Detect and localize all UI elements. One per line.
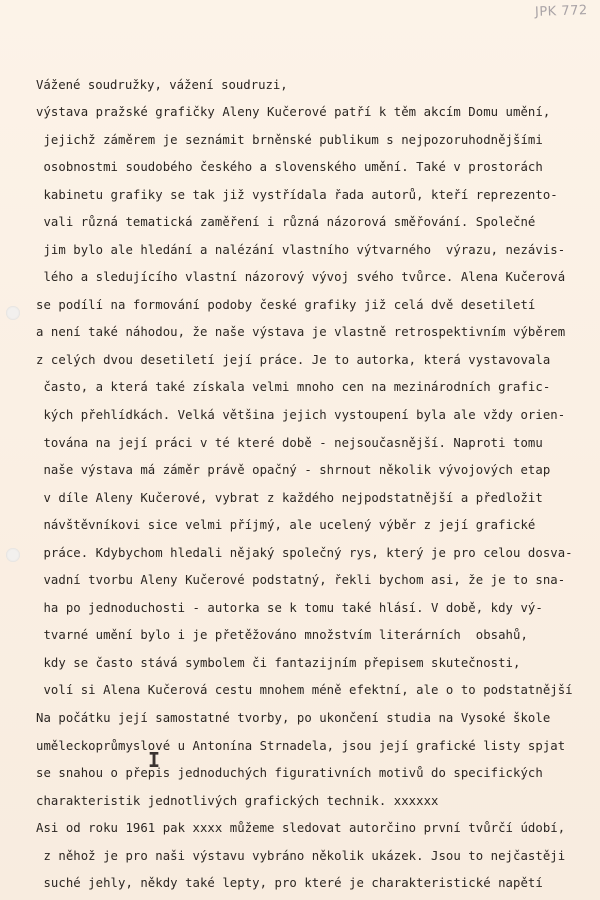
text-line: vali různá tematická zaměření i různá názorová směřování. Společné: [36, 215, 536, 230]
text-line: suché jehly, někdy také lepty, pro které je charakteristické napětí: [36, 876, 543, 891]
text-line: Asi od roku 1961 pak xxxx můžeme sledovat autorčino první tvůrčí údobí,: [36, 821, 566, 836]
text-line: jim bylo ale hledání a nalézání vlastního výtvarného výrazu, nezávis-: [36, 242, 566, 257]
text-line: vadní tvorbu Aleny Kučerové podstatný, řekli bychom asi, že je to sna-: [36, 573, 566, 588]
text-line: se podílí na formování podoby české grafiky již celá dvě desetiletí: [36, 297, 536, 312]
text-line: návštěvníkovi sice velmi příjmý, ale ucelený výběr z její grafické: [36, 518, 536, 533]
salutation: Vážené soudružky, vážení soudruzi,: [36, 78, 288, 92]
text-line: ha po jednoduchosti - autorka se k tomu také hlásí. V době, kdy vý-: [36, 600, 543, 615]
text-line: z něhož je pro naši výstavu vybráno několik ukázek. Jsou to nejčastěji: [36, 848, 566, 863]
text-line: jejichž záměrem je seznámit brněnské publikum s nejpozoruhodnějšími: [36, 132, 543, 147]
text-line: lého a sledujícího vlastní názorový vývoj svého tvůrce. Alena Kučerová: [36, 270, 566, 285]
text-line: osobnostmi soudobého českého a slovenského umění. Také v prostorách: [36, 160, 543, 175]
text-line: se snahou o přepis jednoduchých figurativních motivů do specifických: [36, 766, 543, 781]
text-line: v díle Aleny Kučerové, vybrat z každého nejpodstatnější a předložit: [36, 490, 543, 505]
text-line: naše výstava má záměr právě opačný - shrnout několik vývojových etap: [36, 463, 551, 478]
archive-mark: JPK 772: [535, 3, 589, 20]
text-line: z celých dvou desetiletí její práce. Je to autorka, která vystavovala: [36, 352, 551, 367]
text-line: a není také náhodou, že naše výstava je vlastně retrospektivním výběrem: [36, 325, 566, 340]
text-line: tována na její práci v té které době - nejsoučasnější. Naproti tomu: [36, 435, 543, 450]
punch-hole: [6, 306, 20, 320]
text-line: volí si Alena Kučerová cestu mnohem méně efektní, ale o to podstatnější: [36, 683, 573, 698]
text-line: charakteristik jednotlivých grafických technik. xxxxxx: [36, 793, 439, 808]
letter-body: [36, 72, 596, 898]
text-line: tvarné umění bylo i je přetěžováno množstvím literárních obsahů,: [36, 628, 528, 643]
text-line: práce. Kdybychom hledali nějaký společný rys, který je pro celou dosva-: [36, 545, 573, 560]
text-line: kých přehlídkách. Velká většina jejich vystoupení byla ale vždy orien-: [36, 408, 566, 423]
i-beam-cursor-icon: I: [148, 748, 161, 772]
text-line: kabinetu grafiky se tak již vystřídala řada autorů, kteří reprezento-: [36, 187, 558, 202]
text-line: Na počátku její samostatné tvorby, po ukončení studia na Vysoké škole: [36, 711, 551, 726]
punch-hole: [6, 548, 20, 562]
text-line: často, a která také získala velmi mnoho cen na mezinárodních grafic-: [36, 380, 551, 395]
text-line: výstava pražské grafičky Aleny Kučerové patří k těm akcím Domu umění,: [36, 105, 551, 119]
text-line: uměleckoprůmyslové u Antonína Strnadela, jsou její grafické listy spjat: [36, 738, 566, 753]
text-line: kdy se často stává symbolem či fantazijním přepisem skutečnosti,: [36, 655, 521, 670]
